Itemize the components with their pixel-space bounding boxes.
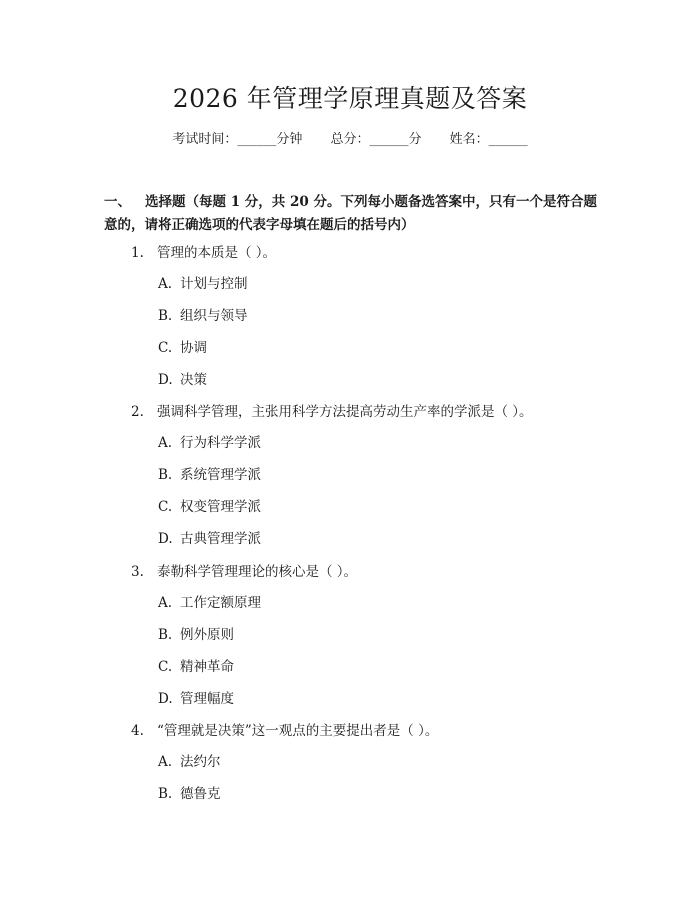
question-number: 3. <box>131 564 144 580</box>
question-number: 2. <box>131 404 144 420</box>
option-letter: D. <box>158 691 173 707</box>
question-number: 4. <box>131 723 144 739</box>
option-4a <box>158 752 221 772</box>
option-3b <box>158 625 234 645</box>
option-text: 德鲁克 <box>180 786 221 802</box>
exam-time-field: 考试时间：______分钟 <box>172 132 303 147</box>
option-text: 管理幅度 <box>180 691 234 707</box>
question-2 <box>131 402 533 422</box>
option-2d <box>158 529 261 549</box>
option-letter: A. <box>158 595 173 611</box>
option-1d <box>158 370 207 390</box>
question-text: 强调科学管理，主张用科学方法提高劳动生产率的学派是（ ）。 <box>157 404 533 420</box>
question-number: 1. <box>131 245 144 261</box>
option-text: 工作定额原理 <box>180 595 261 611</box>
option-text: 系统管理学派 <box>180 467 261 483</box>
option-text: 古典管理学派 <box>180 531 261 547</box>
page-title: 2026 年管理学原理真题及答案 <box>172 84 528 113</box>
total-score-field: 总分：______分 <box>330 132 422 147</box>
option-1a <box>158 274 248 294</box>
option-2b <box>158 465 261 485</box>
option-letter: B. <box>158 467 173 483</box>
option-2c <box>158 497 261 517</box>
option-1b <box>158 306 248 326</box>
option-letter: C. <box>158 499 173 515</box>
option-letter: C. <box>158 340 173 356</box>
option-letter: B. <box>158 786 173 802</box>
option-text: 例外原则 <box>180 627 234 643</box>
question-1 <box>131 243 276 263</box>
option-text: 权变管理学派 <box>180 499 261 515</box>
option-text: 协调 <box>180 340 207 356</box>
question-text: 管理的本质是（ ）。 <box>157 245 277 261</box>
exam-meta <box>0 130 700 150</box>
option-text: 法约尔 <box>180 754 221 770</box>
option-1c <box>158 338 207 358</box>
question-4 <box>131 721 438 741</box>
option-letter: D. <box>158 372 173 388</box>
option-letter: C. <box>158 659 173 675</box>
option-3c <box>158 657 234 677</box>
name-field: 姓名：______ <box>449 132 528 147</box>
option-2a <box>158 433 261 453</box>
option-letter: A. <box>158 754 173 770</box>
section-heading <box>104 191 598 237</box>
question-text: “管理就是决策”这一观点的主要提出者是（ ）。 <box>157 723 439 739</box>
option-letter: B. <box>158 308 173 324</box>
option-3d <box>158 689 234 709</box>
option-text: 组织与领导 <box>180 308 248 324</box>
option-4b <box>158 784 221 804</box>
question-3 <box>131 562 357 582</box>
question-text: 泰勒科学管理理论的核心是（ ）。 <box>157 564 358 580</box>
option-text: 精神革命 <box>180 659 234 675</box>
option-text: 计划与控制 <box>180 276 248 292</box>
option-letter: B. <box>158 627 173 643</box>
section-number: 一、 <box>104 194 131 210</box>
option-letter: D. <box>158 531 173 547</box>
section-instructions: 选择题（每题 1 分，共 20 分。下列每小题备选答案中，只有一个是符合题意的，请将正确选项的代表字母填在题后的括号内） <box>104 194 597 233</box>
option-letter: A. <box>158 435 173 451</box>
option-letter: A. <box>158 276 173 292</box>
option-text: 决策 <box>180 372 207 388</box>
option-text: 行为科学学派 <box>180 435 261 451</box>
option-3a <box>158 593 261 613</box>
